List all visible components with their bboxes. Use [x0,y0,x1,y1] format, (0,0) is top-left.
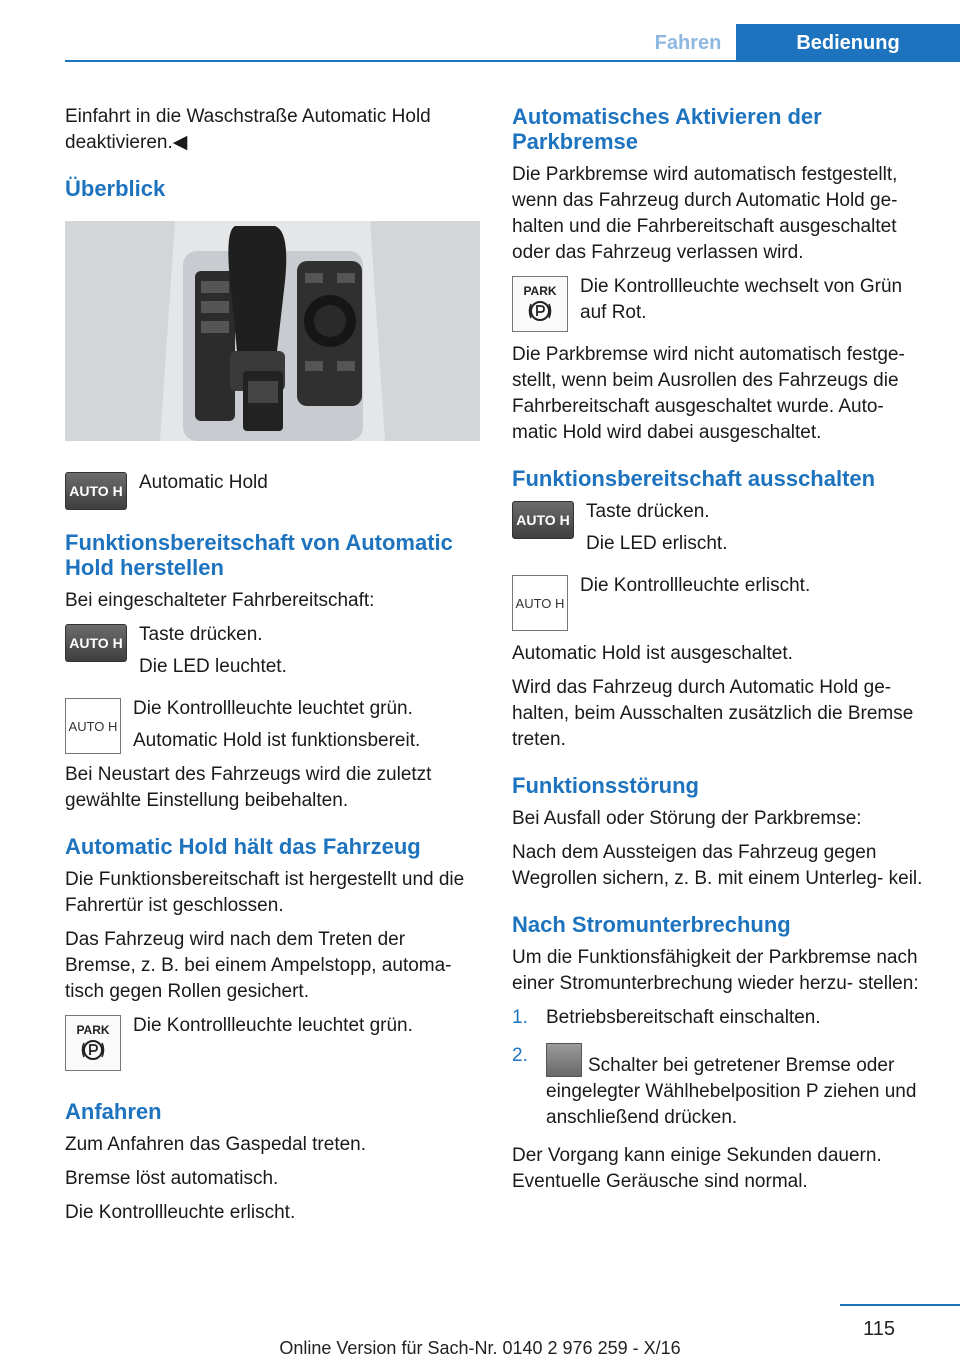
setup-indicator-2: Automatic Hold ist funktionsbereit. [133,730,421,751]
auto-indicator-row [512,274,932,332]
park-icon-label: PARK [76,1022,110,1037]
heading-overview: Überblick [65,176,166,201]
autoh-indicator-icon: AUTO H [65,698,121,754]
heading-fault: Funktionsstörung [512,773,699,798]
list-item [512,1005,932,1031]
setup-button-row [65,622,480,686]
heading-setup: Funktionsbereitschaft von Automatic Hold herstellen [65,530,453,580]
parking-brake-switch-icon [546,1043,582,1077]
off-step-1: Taste drücken. [586,501,710,522]
power-text-1: Um die Funktionsfähigkeit der Parkbremse nach einer Stromunterbrechung wieder herzu‐ stellen: [512,947,919,994]
off-indicator-row [512,573,932,631]
auto-indicator: Die Kontrollleuchte wechselt von Grün auf Rot. [580,276,903,323]
hold-text-2: Das Fahrzeug wird nach dem Treten der Bremse, z. B. bei einem Ampelstopp, automa‐ tisch gegen Rollen gesichert. [65,929,452,1002]
step-text: Schalter bei getretener Bremse oder eingelegter Wählhebelposition P ziehen und anschließend drücken. [546,1055,917,1128]
setup-condition: Bei eingeschalteter Fahrbereitschaft: [65,590,375,611]
setup-step-1: Taste drücken. [139,624,263,645]
left-column [65,104,480,1234]
header-tab-active[interactable]: Bedienung [736,24,960,62]
off-indicator: Die Kontrollleuchte erlischt. [580,575,811,596]
park-icon-label: PARK [523,283,557,298]
setup-step-2: Die LED leuchtet. [139,656,287,677]
hold-indicator-row [65,1013,480,1071]
heading-switch-off: Funktionsbereitschaft ausschalten [512,466,876,491]
autoh-button-icon: AUTO H [512,501,574,539]
right-column [512,104,932,1203]
heading-auto-activate: Automatisches Aktivieren der Parkbremse [512,104,822,154]
power-text-2: Der Vorgang kann einige Sekunden dauern. [512,1145,882,1166]
setup-indicator-1: Die Kontrollleuchte leuchtet grün. [133,698,413,719]
heading-hold: Automatic Hold hält das Fahrzeug [65,834,421,859]
autoh-indicator-icon: AUTO H [512,575,568,631]
park-indicator-icon [65,1015,121,1071]
setup-indicator-row [65,696,480,760]
fault-text-2: Nach dem Aussteigen das Fahrzeug gegen Wegrollen sichern, z. B. mit einem Unterleg‐ keil. [512,842,923,889]
heading-power: Nach Stromunterbrechung [512,912,791,937]
center-console-photo [65,221,480,441]
footer-version: Online Version für Sach-Nr. 0140 2 976 259 - X/16 [279,1338,681,1358]
autoh-button-icon: AUTO H [65,472,127,510]
heading-drive: Anfahren [65,1099,162,1124]
step-text: Betriebsbereitschaft einschalten. [546,1007,821,1028]
hold-text-1: Die Funktionsbereitschaft ist hergestellt und die Fahrertür ist geschlossen. [65,869,465,916]
off-text-2: Wird das Fahrzeug durch Automatic Hold ge‐ halten, beim Ausschalten zusätzlich die Bremse treten. [512,677,914,750]
parking-brake-icon [80,1037,106,1063]
autoh-button-icon: AUTO H [65,624,127,662]
parking-brake-icon [527,298,553,324]
power-steps [512,1005,932,1131]
step-number: 2. [512,1045,528,1066]
off-text-1: Automatic Hold ist ausgeschaltet. [512,643,793,664]
fault-text-1: Bei Ausfall oder Störung der Parkbremse: [512,808,862,829]
power-text-3: Eventuelle Geräusche sind normal. [512,1171,808,1192]
page-number: 115 [863,1318,895,1340]
setup-indicator-3: Bei Neustart des Fahrzeugs wird die zuletzt gewählte Einstellung beibehalten. [65,764,432,811]
footer-rule [840,1304,960,1306]
drive-text-1: Zum Anfahren das Gaspedal treten. [65,1134,367,1155]
auto-text-2: Die Parkbremse wird nicht automatisch festge‐ stellt, wenn beim Ausrollen des Fahrzeugs die Fahrbereitschaft ausgeschaltet wurde. Auto‐ matic Hold wird dabei ausgeschaltet. [512,344,905,443]
drive-text-2: Bremse löst automatisch. [65,1168,279,1189]
hold-indicator: Die Kontrollleuchte leuchtet grün. [133,1015,413,1036]
autoh-caption: Automatic Hold [139,472,268,493]
drive-text-3: Die Kontrollleuchte erlischt. [65,1202,296,1223]
step-number: 1. [512,1007,528,1028]
list-item [512,1043,932,1131]
park-indicator-icon [512,276,568,332]
autoh-caption-row [65,470,480,510]
off-button-row [512,499,932,563]
header-tab-section[interactable]: Fahren [654,32,722,54]
auto-text-1: Die Parkbremse wird automatisch festgestellt, wenn das Fahrzeug durch Automatic Hold ge‐ halten und die Fahrbereitschaft ausgeschaltet oder das Fahrzeug verlassen wird. [512,164,898,263]
off-step-2: Die LED erlischt. [586,533,728,554]
intro-text: Einfahrt in die Waschstraße Automatic Hold deaktivieren.◀ [65,106,431,153]
